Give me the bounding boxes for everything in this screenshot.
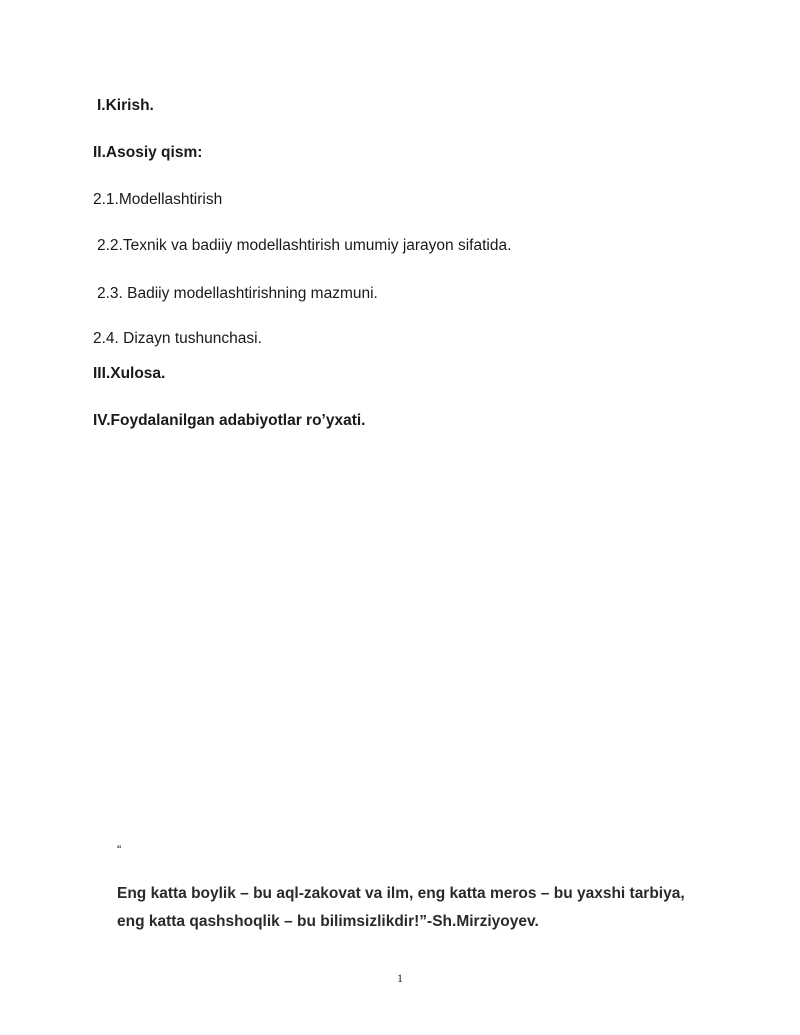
page-number: 1 xyxy=(397,971,403,985)
toc-references-heading: IV.Foydalanilgan adabiyotlar ro’yxati. xyxy=(93,412,366,429)
toc-item-2-1: 2.1.Modellashtirish xyxy=(93,191,223,208)
epigraph-opening-mark: “ xyxy=(117,842,122,857)
toc-intro-heading: I.Kirish. xyxy=(97,97,154,114)
toc-item-2-4: 2.4. Dizayn tushunchasi. xyxy=(93,330,262,347)
toc-item-2-3: 2.3. Badiiy modellashtirishning mazmuni. xyxy=(97,285,378,302)
toc-conclusion-heading: III.Xulosa. xyxy=(93,365,166,382)
toc-main-part-heading: II.Asosiy qism: xyxy=(93,144,203,161)
epigraph-line-1: Eng katta boylik – bu aql-zakovat va ilm, eng katta meros – bu yaxshi tarbiya, xyxy=(117,885,685,902)
epigraph-quote xyxy=(117,880,737,936)
toc-item-2-2: 2.2.Texnik va badiiy modellashtirish umumiy jarayon sifatida. xyxy=(97,237,512,254)
epigraph-line-2: eng katta qashshoqlik – bu bilimsizlikdir!”-Sh.Mirziyoyev. xyxy=(117,913,539,930)
